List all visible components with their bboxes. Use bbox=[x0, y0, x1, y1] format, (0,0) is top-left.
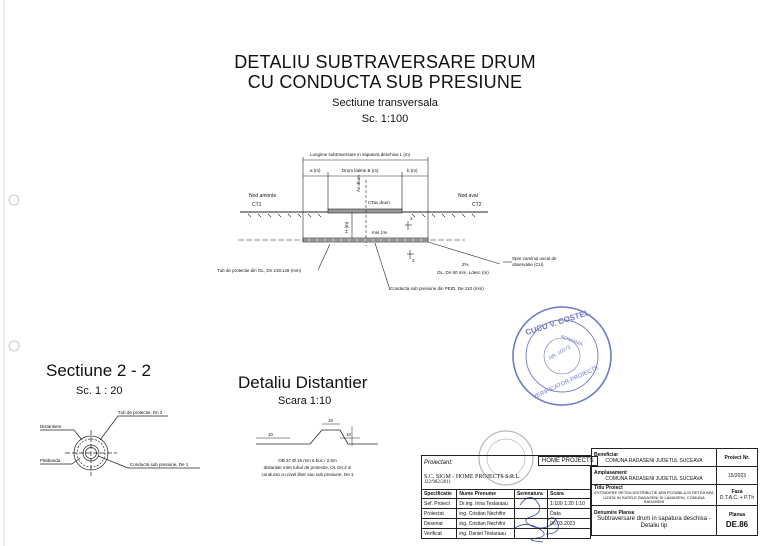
title-block-left bbox=[421, 455, 591, 539]
drawing-title-line2: CU CONDUCTA SUB PRESIUNE bbox=[247, 72, 523, 92]
title-block-right bbox=[591, 448, 758, 536]
scale-values: 1:100 1:20 1:10 bbox=[548, 499, 591, 509]
ol-pipe-label: OL, Dn 60 mm, Ldesc (m) bbox=[437, 270, 489, 275]
row1-role: Sef. Proiect bbox=[422, 499, 457, 509]
stamp-number: NR. 10073 bbox=[548, 344, 572, 362]
road-axis-label: CTax drum bbox=[368, 200, 390, 205]
spacer-drawing bbox=[256, 424, 378, 446]
col-spec: Specificatie bbox=[422, 490, 457, 499]
section22-drawing bbox=[40, 416, 200, 476]
spacer-dim-top: 10 bbox=[328, 418, 334, 423]
spacer-note2: distantier intre tubul de protectie, OL Dn 2 si bbox=[263, 465, 352, 470]
row4-role: Verificat bbox=[422, 529, 457, 539]
slope-pct-label: 2% bbox=[462, 262, 469, 267]
ct2-label: CT2 bbox=[472, 202, 482, 208]
section22-scale: Sc. 1 : 20 bbox=[76, 385, 123, 397]
pressure-pipe-label: Conducta sub presiune din PEID, De 110 (mm) bbox=[390, 286, 484, 291]
location-value: COMUNA RADASENI JUDETUL SUCEAVA bbox=[605, 475, 703, 482]
row2-name: ing. Cristian Nechifor bbox=[457, 509, 515, 519]
drawing-subtitle: Sectiune transversala bbox=[332, 97, 438, 109]
project-no-label: Proiect Nr. bbox=[717, 449, 758, 467]
section22-title: Sectiune 2 - 2 bbox=[46, 361, 151, 380]
spacer-title: Detaliu Distantier bbox=[238, 373, 368, 392]
row3-name: ing. Cristian Nechifor bbox=[457, 519, 515, 529]
project-no-value: 15/2023 bbox=[717, 467, 758, 485]
designer-label: Proiectant: bbox=[424, 459, 453, 466]
project-title-value: EXTINDERE RETEA DISTRIBUTIE APA POTABILA SI RETEA APA UZATA IN SATELE RADASENI SI LAMASENI, COMUNA RADASENI bbox=[594, 490, 714, 504]
stamp-country: ROMANIA bbox=[559, 334, 584, 348]
a-label: a (m) bbox=[310, 168, 321, 173]
stamp-name: CUCU V. COSTEL bbox=[524, 307, 591, 338]
section22-platband-label: Platbanda bbox=[40, 458, 61, 463]
min-slope-label: min 1% bbox=[372, 230, 388, 235]
length-label: Lungime subtraversare in sapatura deschisa L (m) bbox=[310, 152, 411, 157]
stamp-role: VERIFICATOR PROIECTE bbox=[532, 365, 601, 401]
row2-role: Proiectat bbox=[422, 509, 457, 519]
beneficiary-label: Beneficiar bbox=[594, 451, 619, 458]
project-title-label: Titlu Proiect bbox=[594, 485, 623, 491]
beneficiary-value: COMUNA RADASENI JUDETUL SUCEAVA bbox=[605, 457, 703, 464]
punch-hole-top bbox=[9, 195, 19, 205]
sheet-label: Plansa bbox=[728, 512, 746, 518]
spacer-dim-left: 10 bbox=[268, 432, 274, 437]
date-label: Data bbox=[548, 509, 591, 519]
b-label: b (m) bbox=[407, 168, 418, 173]
spacer-note3: conducta cu nivel liber sau sub presiune, De 1 bbox=[261, 472, 354, 477]
designer-reg: J22/982/2011 bbox=[424, 479, 452, 485]
upstream-node-label: Nod amonte bbox=[249, 193, 277, 199]
section-mark-b: 2 bbox=[412, 258, 415, 263]
col-name: Nume Prenume bbox=[457, 490, 515, 499]
ct1-label: CT1 bbox=[252, 202, 262, 208]
row1-name: Dr.ing. Irina Teslaraau bbox=[457, 499, 515, 509]
downstream-node-label: Nod aval bbox=[458, 193, 478, 199]
axis-label: Ax drum bbox=[356, 175, 361, 192]
protection-tube-label: Tub de protectie din OL, Dn 219.1x8 (mm) bbox=[217, 268, 302, 273]
row3-role: Desenat bbox=[422, 519, 457, 529]
row4-name: ing. Daniel Teslaraau bbox=[457, 529, 515, 539]
col-scale: Scara bbox=[548, 490, 591, 499]
spacer-note1: OB 37 Ø 16 mm 6 buc / 2,5m bbox=[278, 458, 337, 463]
spacer-dim-right: 10 bbox=[346, 432, 352, 437]
plan-name-label: Denumire Planse bbox=[594, 510, 635, 516]
plan-name-value: Subtraversare drum in sapatura deschisa - Detaliu tip bbox=[597, 516, 711, 529]
spacer-scale: Scara 1:10 bbox=[278, 395, 332, 407]
col-sign: Semnatura bbox=[514, 490, 547, 499]
drawing-scale: Sc. 1:100 bbox=[361, 113, 409, 125]
drawing-title-line1: DETALIU SUBTRAVERSARE DRUM bbox=[234, 52, 536, 72]
punch-hole-bottom bbox=[9, 341, 19, 351]
road-width-label: Drum latime B (m) bbox=[342, 168, 379, 173]
section22-pipe-label: Conducta sub presiune, De 1 bbox=[130, 462, 189, 467]
date-value: 06.03.2023 bbox=[548, 519, 591, 529]
drawing-title bbox=[180, 52, 590, 92]
h-label: H (m) bbox=[344, 221, 349, 233]
location-label: Amplasament bbox=[594, 469, 627, 476]
phase-value: D.T.A.C. + P.Th bbox=[719, 494, 755, 501]
section22-tube-label: Tub de protectie, Dn 2 bbox=[118, 410, 163, 415]
sheet-value: DE.86 bbox=[725, 520, 749, 529]
phase-label: Faza bbox=[731, 488, 743, 495]
section-mark-a: 2 bbox=[410, 216, 413, 221]
company-logo: HOME PROJECTS bbox=[538, 456, 598, 466]
section22-spacer-label: Distantiere bbox=[40, 424, 62, 429]
designer-company: S.C. SIGM - HOME PROJECTS S.R.L. bbox=[424, 473, 521, 480]
chamber-label: Spre caminul uscat de observatie (CU) bbox=[512, 256, 557, 267]
